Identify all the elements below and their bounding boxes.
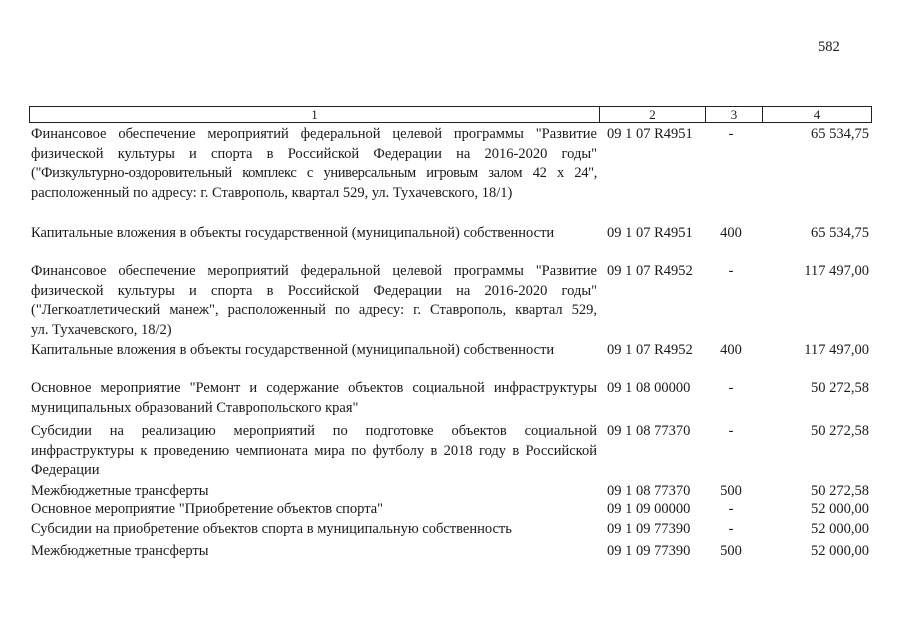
- description-line: Межбюджетные трансферты: [31, 543, 209, 559]
- row-description: [31, 379, 597, 418]
- row-description: [31, 125, 597, 203]
- row-expense-type: 500: [720, 483, 742, 499]
- row-amount: 52 000,00: [811, 543, 869, 559]
- description-line: Федерации: [31, 462, 100, 478]
- description-line: Капитальные вложения в объекты государственной (муниципальной) собственности: [31, 342, 555, 358]
- description-line: физической культуры и спорта в Российской Федерации на 2016-2020 годы": [31, 282, 597, 299]
- row-amount: 65 534,75: [811, 126, 869, 142]
- description-line: Капитальные вложения в объекты государственной (муниципальной) собственности: [31, 225, 555, 241]
- row-code: 09 1 07 R4951: [607, 225, 693, 241]
- row-amount: 117 497,00: [804, 263, 869, 279]
- row-amount: 52 000,00: [811, 521, 869, 537]
- description-line: Финансовое обеспечение мероприятий федеральной целевой программы "Развитие: [31, 263, 597, 279]
- header-col-3: 3: [706, 107, 763, 122]
- row-amount: 50 272,58: [811, 423, 869, 439]
- row-expense-type: 400: [720, 342, 742, 358]
- row-expense-type: -: [728, 263, 734, 279]
- row-code: 09 1 09 77390: [607, 543, 691, 559]
- row-expense-type: -: [728, 423, 734, 439]
- row-amount: 50 272,58: [811, 483, 869, 499]
- row-code: 09 1 07 R4951: [607, 126, 693, 142]
- row-amount: 65 534,75: [811, 225, 869, 241]
- header-col-2: 2: [600, 107, 706, 122]
- row-description: [31, 500, 597, 520]
- table-header: [29, 106, 872, 123]
- row-description: [31, 520, 597, 540]
- page-number: 582: [818, 39, 840, 55]
- description-line: Субсидии на реализацию мероприятий по подготовке объектов социальной: [31, 423, 597, 439]
- description-line: Межбюджетные трансферты: [31, 483, 209, 499]
- description-line: физической культуры и спорта в Российской Федерации на 2016-2020 годы": [31, 145, 597, 162]
- row-expense-type: -: [728, 501, 734, 517]
- row-code: 09 1 09 77390: [607, 521, 691, 537]
- row-amount: 52 000,00: [811, 501, 869, 517]
- row-expense-type: -: [728, 126, 734, 142]
- row-code: 09 1 07 R4952: [607, 342, 693, 358]
- row-description: [31, 482, 597, 502]
- description-line: расположенный по адресу: г. Ставрополь, квартал 529, ул. Тухачевского, 18/1): [31, 184, 513, 201]
- row-description: [31, 422, 597, 481]
- row-code: 09 1 08 00000: [607, 380, 691, 396]
- row-code: 09 1 09 00000: [607, 501, 691, 517]
- row-description: [31, 262, 597, 340]
- description-line: муниципальных образований Ставропольского края": [31, 399, 359, 416]
- row-description: [31, 542, 597, 562]
- description-line: Финансовое обеспечение мероприятий федеральной целевой программы "Развитие: [31, 126, 597, 142]
- row-expense-type: 400: [720, 225, 742, 241]
- row-code: 09 1 08 77370: [607, 483, 691, 499]
- row-amount: 117 497,00: [804, 342, 869, 358]
- description-line: ("Легкоатлетический манеж", расположенный по адресу: г. Ставрополь, квартал 529,: [31, 302, 597, 318]
- row-expense-type: -: [728, 521, 734, 537]
- row-expense-type: -: [728, 380, 734, 396]
- row-description: [31, 224, 597, 244]
- row-amount: 50 272,58: [811, 380, 869, 396]
- description-line: инфраструктуры к проведению чемпионата мира по футболу в 2018 году в Российской: [31, 442, 597, 459]
- row-code: 09 1 08 77370: [607, 423, 691, 439]
- description-line: Субсидии на приобретение объектов спорта в муниципальную собственность: [31, 521, 512, 537]
- description-line: Основное мероприятие "Ремонт и содержание объектов социальной инфраструктуры: [31, 380, 597, 396]
- row-expense-type: 500: [720, 543, 742, 559]
- row-code: 09 1 07 R4952: [607, 263, 693, 279]
- header-col-1: 1: [30, 107, 600, 122]
- description-line: Основное мероприятие "Приобретение объектов спорта": [31, 501, 384, 517]
- description-line: ("Физкультурно-оздоровительный комплекс с универсальным игровым залом 42 х 24",: [31, 165, 597, 181]
- header-col-4: 4: [813, 107, 821, 122]
- description-line: ул. Тухачевского, 18/2): [31, 321, 172, 338]
- row-description: [31, 341, 597, 361]
